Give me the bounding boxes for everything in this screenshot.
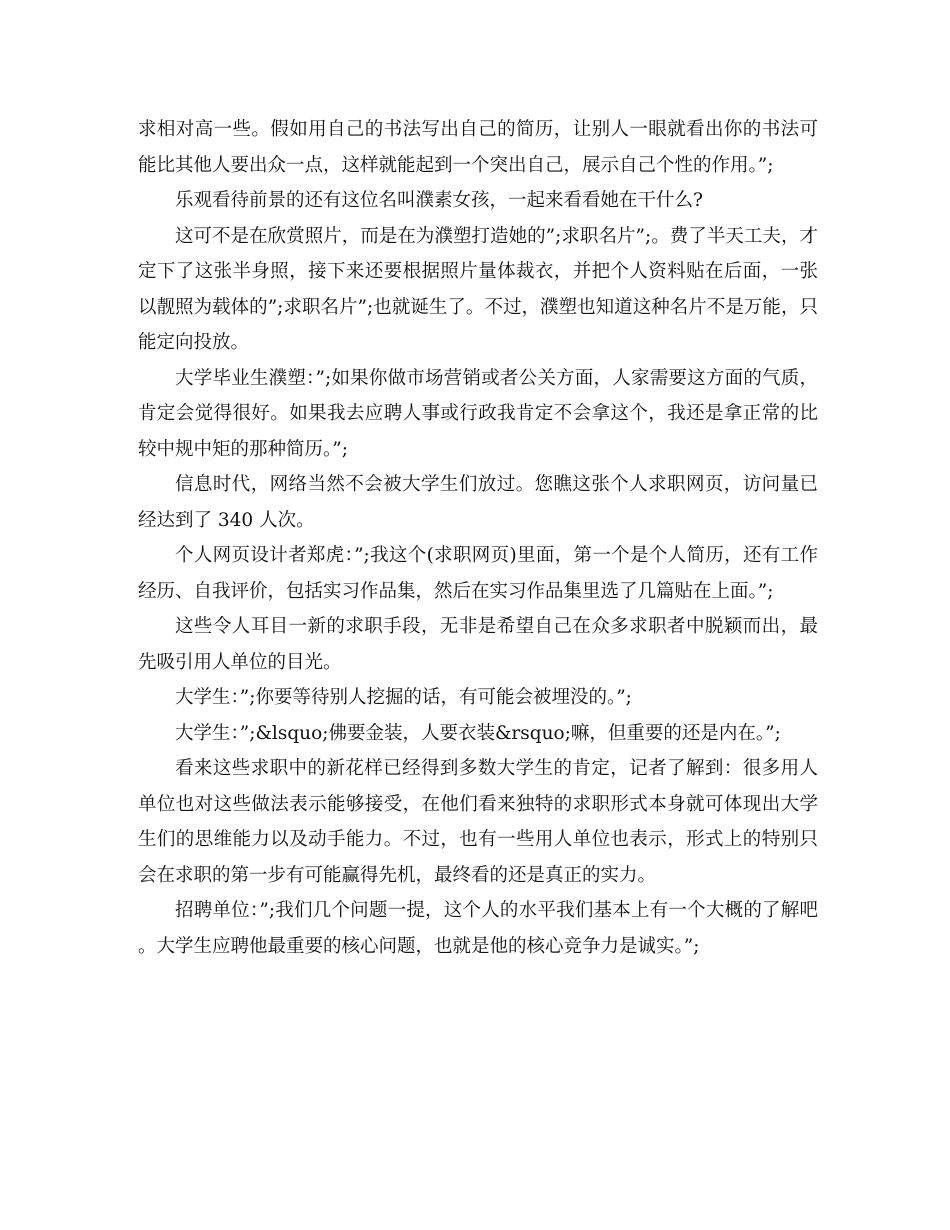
paragraph-4: 大学毕业生濮塑：”;如果你做市场营销或者公关方面，人家需要这方面的气质，肯定会觉得很好。如果我去应聘人事或行政我肯定不会拿这个，我还是拿正常的比较中规中矩的那种简历。”; bbox=[138, 367, 818, 460]
paragraph-7: 这些令人耳目一新的求职手段，无非是希望自己在众多求职者中脱颖而出，最先吸引用人单位的目光。 bbox=[138, 616, 818, 673]
paragraph-10: 看来这些求职中的新花样已经得到多数大学生的肯定，记者了解到：很多用人单位也对这些做法表示能够接受，在他们看来独特的求职形式本身就可体现出大学生们的思维能力以及动手能力。不过，也有一些用人单位也表示，形式上的特别只会在求职的第一步有可能赢得先机，最终看的还是真正的实力。 bbox=[138, 758, 818, 886]
paragraph-3: 这可不是在欣赏照片，而是在为濮塑打造她的”;求职名片”;。费了半天工夫，才定下了这张半身照，接下来还要根据照片量体裁衣，并把个人资料贴在后面，一张以靓照为载体的”;求职名片”;也就诞生了。不过，濮塑也知道这种名片不是万能，只能定向投放。 bbox=[138, 225, 818, 353]
paragraph-6: 个人网页设计者郑虎：”;我这个(求职网页)里面，第一个是个人简历，还有工作经历、自我评价，包括实习作品集，然后在实习作品集里选了几篇贴在上面。”; bbox=[138, 545, 818, 602]
paragraph-2: 乐观看待前景的还有这位名叫濮素女孩，一起来看看她在干什么? bbox=[175, 190, 703, 211]
article-body bbox=[138, 112, 818, 964]
paragraph-11: 招聘单位：”;我们几个问题一提，这个人的水平我们基本上有一个大概的了解吧。大学生应聘他最重要的核心问题，也就是他的核心竞争力是诚实。”; bbox=[138, 900, 818, 957]
paragraph-1: 求相对高一些。假如用自己的书法写出自己的简历，让别人一眼就看出你的书法可能比其他人要出众一点，这样就能起到一个突出自己，展示自己个性的作用。”; bbox=[138, 119, 818, 176]
paragraph-5: 信息时代，网络当然不会被大学生们放过。您瞧这张个人求职网页，访问量已经达到了 340 人次。 bbox=[138, 474, 818, 531]
paragraph-8: 大学生：”;你要等待别人挖掘的话，有可能会被埋没的。”; bbox=[175, 687, 632, 708]
paragraph-9: 大学生：”;&lsquo;佛要金装，人要衣装&rsquo;嘛，但重要的还是内在。”; bbox=[175, 722, 781, 744]
